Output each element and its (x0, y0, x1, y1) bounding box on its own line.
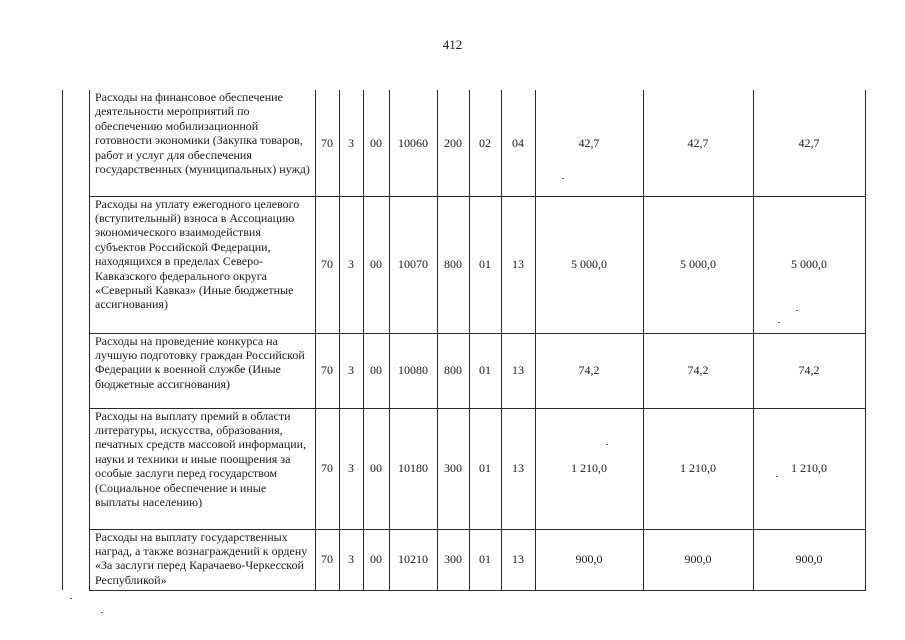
row-description: Расходы на финансовое обеспечение деятельности мероприятий по обеспечению мобилизационной готовности экономики (Закупка товаров, работ и услуг для обеспечения государственных (муниципальных) нужд) (89, 90, 315, 196)
sum-year-1: 1 210,0 (535, 408, 643, 529)
code-subsection: 13 (501, 196, 535, 333)
code-subprogram: 3 (339, 90, 363, 196)
sum-year-2: 900,0 (643, 529, 753, 590)
code-expense-type: 200 (437, 90, 469, 196)
margin-rule (62, 90, 63, 590)
code-program: 70 (315, 196, 339, 333)
sum-year-2: 5 000,0 (643, 196, 753, 333)
code-subprogram: 3 (339, 529, 363, 590)
scan-speck (101, 612, 103, 613)
code-subsection: 13 (501, 333, 535, 408)
code-direction: 10080 (389, 333, 437, 408)
code-subsection: 04 (501, 90, 535, 196)
code-expense-type: 300 (437, 529, 469, 590)
row-description: Расходы на выплату государственных наград, а также вознаграждений к ордену «За заслуги перед Карачаево-Черкесской Республикой» (89, 529, 315, 590)
code-subprogram: 3 (339, 408, 363, 529)
sum-year-2: 1 210,0 (643, 408, 753, 529)
code-subsection: 13 (501, 529, 535, 590)
table-row (89, 90, 865, 196)
row-description: Расходы на уплату ежегодного целевого (вступительный) взноса в Ассоциацию экономического взаимодействия субъектов Российской Федерации, находящихся в пределах Северо-Кавказского федерального округа «Северный Кавказ» (Иные бюджетные ассигнования) (89, 196, 315, 333)
code-expense-type: 800 (437, 333, 469, 408)
sum-year-3: 42,7 (753, 90, 865, 196)
code-section: 01 (469, 408, 501, 529)
scan-speck (70, 598, 72, 599)
scan-speck (606, 444, 608, 445)
table-left-border (89, 90, 90, 590)
sum-year-1: 5 000,0 (535, 196, 643, 333)
code-subsection: 13 (501, 408, 535, 529)
scan-speck (796, 310, 798, 311)
code-main-event: 00 (363, 90, 389, 196)
code-direction: 10060 (389, 90, 437, 196)
code-program: 70 (315, 90, 339, 196)
code-main-event: 00 (363, 408, 389, 529)
sum-year-3: 74,2 (753, 333, 865, 408)
sum-year-2: 42,7 (643, 90, 753, 196)
sum-year-3: 1 210,0 (753, 408, 865, 529)
code-expense-type: 300 (437, 408, 469, 529)
code-program: 70 (315, 529, 339, 590)
code-main-event: 00 (363, 333, 389, 408)
table-row (89, 196, 865, 333)
code-direction: 10180 (389, 408, 437, 529)
code-section: 01 (469, 196, 501, 333)
sum-year-2: 74,2 (643, 333, 753, 408)
code-direction: 10070 (389, 196, 437, 333)
budget-table (89, 90, 866, 591)
code-expense-type: 800 (437, 196, 469, 333)
sum-year-1: 74,2 (535, 333, 643, 408)
code-subprogram: 3 (339, 333, 363, 408)
code-main-event: 00 (363, 196, 389, 333)
code-section: 02 (469, 90, 501, 196)
code-program: 70 (315, 333, 339, 408)
table-row (89, 333, 865, 408)
code-section: 01 (469, 529, 501, 590)
table-row (89, 529, 865, 590)
sum-year-1: 900,0 (535, 529, 643, 590)
code-main-event: 00 (363, 529, 389, 590)
scan-speck (778, 322, 780, 323)
row-description: Расходы на проведение конкурса на лучшую подготовку граждан Российской Федерации к военной службе (Иные бюджетные ассигнования) (89, 333, 315, 408)
row-description: Расходы на выплату премий в области литературы, искусства, образования, печатных средств массовой информации, науки и техники и иные поощрения за особые заслуги перед государством (Социальное обеспечение и иные выплаты населению) (89, 408, 315, 529)
scan-speck (562, 178, 564, 179)
sum-year-3: 900,0 (753, 529, 865, 590)
code-program: 70 (315, 408, 339, 529)
code-subprogram: 3 (339, 196, 363, 333)
scan-speck (776, 476, 778, 477)
code-direction: 10210 (389, 529, 437, 590)
table-row (89, 408, 865, 529)
page-number: 412 (442, 37, 463, 52)
code-section: 01 (469, 333, 501, 408)
sum-year-1: 42,7 (535, 90, 643, 196)
sum-year-3: 5 000,0 (753, 196, 865, 333)
